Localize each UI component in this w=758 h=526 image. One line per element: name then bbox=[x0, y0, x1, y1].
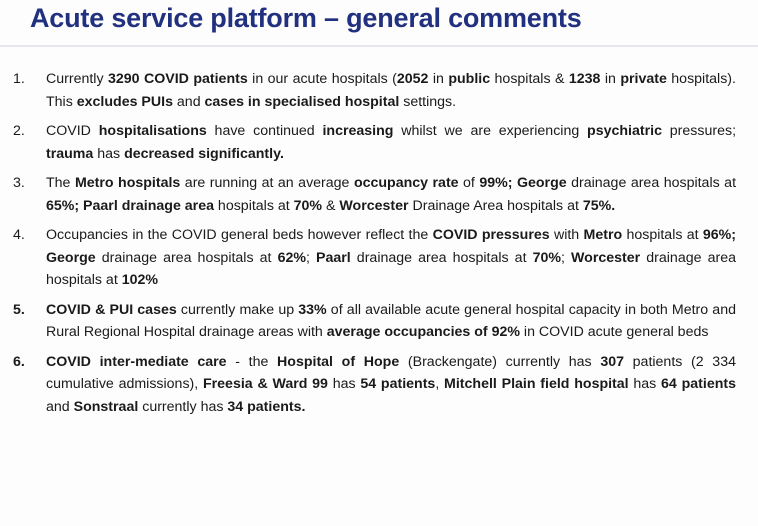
emphasis-text: 62% bbox=[277, 249, 306, 266]
emphasis-text: 307 bbox=[600, 353, 624, 370]
emphasis-text: 102% bbox=[121, 272, 159, 288]
item-number: 4. bbox=[13, 227, 25, 243]
emphasis-text: Sonstraal bbox=[73, 398, 139, 415]
emphasis-text: Hospital of Hope bbox=[277, 353, 400, 370]
list-item bbox=[0, 299, 758, 344]
slide-title: Acute service platform – general comments bbox=[30, 3, 582, 33]
emphasis-text: Worcester bbox=[339, 197, 409, 214]
emphasis-text: decreased significantly. bbox=[124, 145, 284, 162]
emphasis-text: 70% bbox=[532, 249, 562, 266]
title-divider bbox=[0, 45, 758, 47]
item-number: 5. bbox=[13, 301, 25, 318]
emphasis-text: Metro bbox=[583, 227, 623, 243]
emphasis-text: psychiatric bbox=[587, 123, 662, 139]
item-text: The Metro hospitals are running at an average occupancy rate of 99%; George drainage area hospitals at 65%; Paarl drainage area hospitals at 70% & Worcester Drainage Area hospitals at 75%. bbox=[46, 175, 737, 214]
emphasis-text: 34 patients. bbox=[227, 398, 306, 415]
item-text: Occupancies in the COVID general beds however reflect the COVID pressures with Metro hospitals at 96%; George drainage area hospitals at 62%; Paarl drainage area hospitals at 70%; Worcester drainage area hospitals at 102% bbox=[46, 227, 737, 288]
emphasis-text: public bbox=[448, 71, 491, 87]
item-number: 6. bbox=[13, 353, 25, 370]
item-number: 2. bbox=[13, 123, 25, 139]
emphasis-text: COVID & PUI cases bbox=[46, 301, 177, 318]
emphasis-text: Metro hospitals bbox=[74, 175, 181, 191]
emphasis-text: 70% bbox=[293, 197, 323, 214]
list-item bbox=[0, 120, 758, 165]
emphasis-text: cases in specialised hospital bbox=[204, 93, 400, 110]
emphasis-text: COVID pressures bbox=[432, 227, 550, 243]
emphasis-text: Freesia & Ward 99 bbox=[202, 376, 328, 392]
emphasis-text: COVID inter-mediate care bbox=[46, 353, 227, 370]
emphasis-text: average occupancies of 92% bbox=[326, 324, 520, 340]
emphasis-text: 99%; George bbox=[479, 175, 567, 191]
emphasis-text: 1238 bbox=[568, 71, 601, 87]
emphasis-text: Mitchell Plain field hospital bbox=[444, 376, 629, 392]
item-text: COVID & PUI cases currently make up 33% of all available acute general hospital capacity in both Metro and Rural Regional Hospital drainage areas with average occupancies of 92% in COVID acute general beds bbox=[46, 301, 736, 340]
emphasis-text: 96%; George bbox=[46, 227, 737, 266]
comments-list bbox=[0, 68, 758, 425]
emphasis-text: 2052 bbox=[396, 71, 429, 87]
emphasis-text: Paarl bbox=[316, 249, 351, 266]
emphasis-text: 33% bbox=[298, 301, 327, 318]
emphasis-text: 3290 COVID patients bbox=[107, 71, 248, 87]
list-item bbox=[0, 68, 758, 113]
emphasis-text: trauma bbox=[46, 145, 94, 162]
emphasis-text: 54 patients bbox=[360, 376, 436, 392]
emphasis-text: excludes PUIs bbox=[76, 93, 173, 110]
emphasis-text: Worcester bbox=[571, 249, 641, 266]
list-item bbox=[0, 351, 758, 419]
list-item bbox=[0, 172, 758, 217]
emphasis-text: private bbox=[620, 71, 667, 87]
list-item bbox=[0, 224, 758, 292]
item-text: COVID hospitalisations have continued increasing whilst we are experiencing psychiatric pressures; trauma has decreased significantly. bbox=[46, 123, 737, 162]
emphasis-text: 64 patients bbox=[661, 376, 736, 392]
item-text: COVID inter-mediate care - the Hospital of Hope (Brackengate) currently has 307 patients (2 334 cumulative admissions), Freesia & Ward 99 has 54 patients, Mitchell Plain field hospital has 64 patients and Sonstraal currently has 34 patients. bbox=[46, 353, 736, 415]
item-text: Currently 3290 COVID patients in our acute hospitals (2052 in public hospitals & 1238 in private hospitals). This excludes PUIs and cases in specialised hospital settings. bbox=[46, 71, 736, 110]
item-number: 1. bbox=[13, 71, 25, 87]
emphasis-text: 75%. bbox=[582, 197, 616, 214]
emphasis-text: 65%; Paarl drainage area bbox=[46, 197, 214, 214]
emphasis-text: occupancy rate bbox=[353, 175, 459, 191]
item-number: 3. bbox=[13, 175, 25, 191]
emphasis-text: hospitalisations bbox=[98, 123, 207, 139]
emphasis-text: increasing bbox=[322, 123, 394, 139]
